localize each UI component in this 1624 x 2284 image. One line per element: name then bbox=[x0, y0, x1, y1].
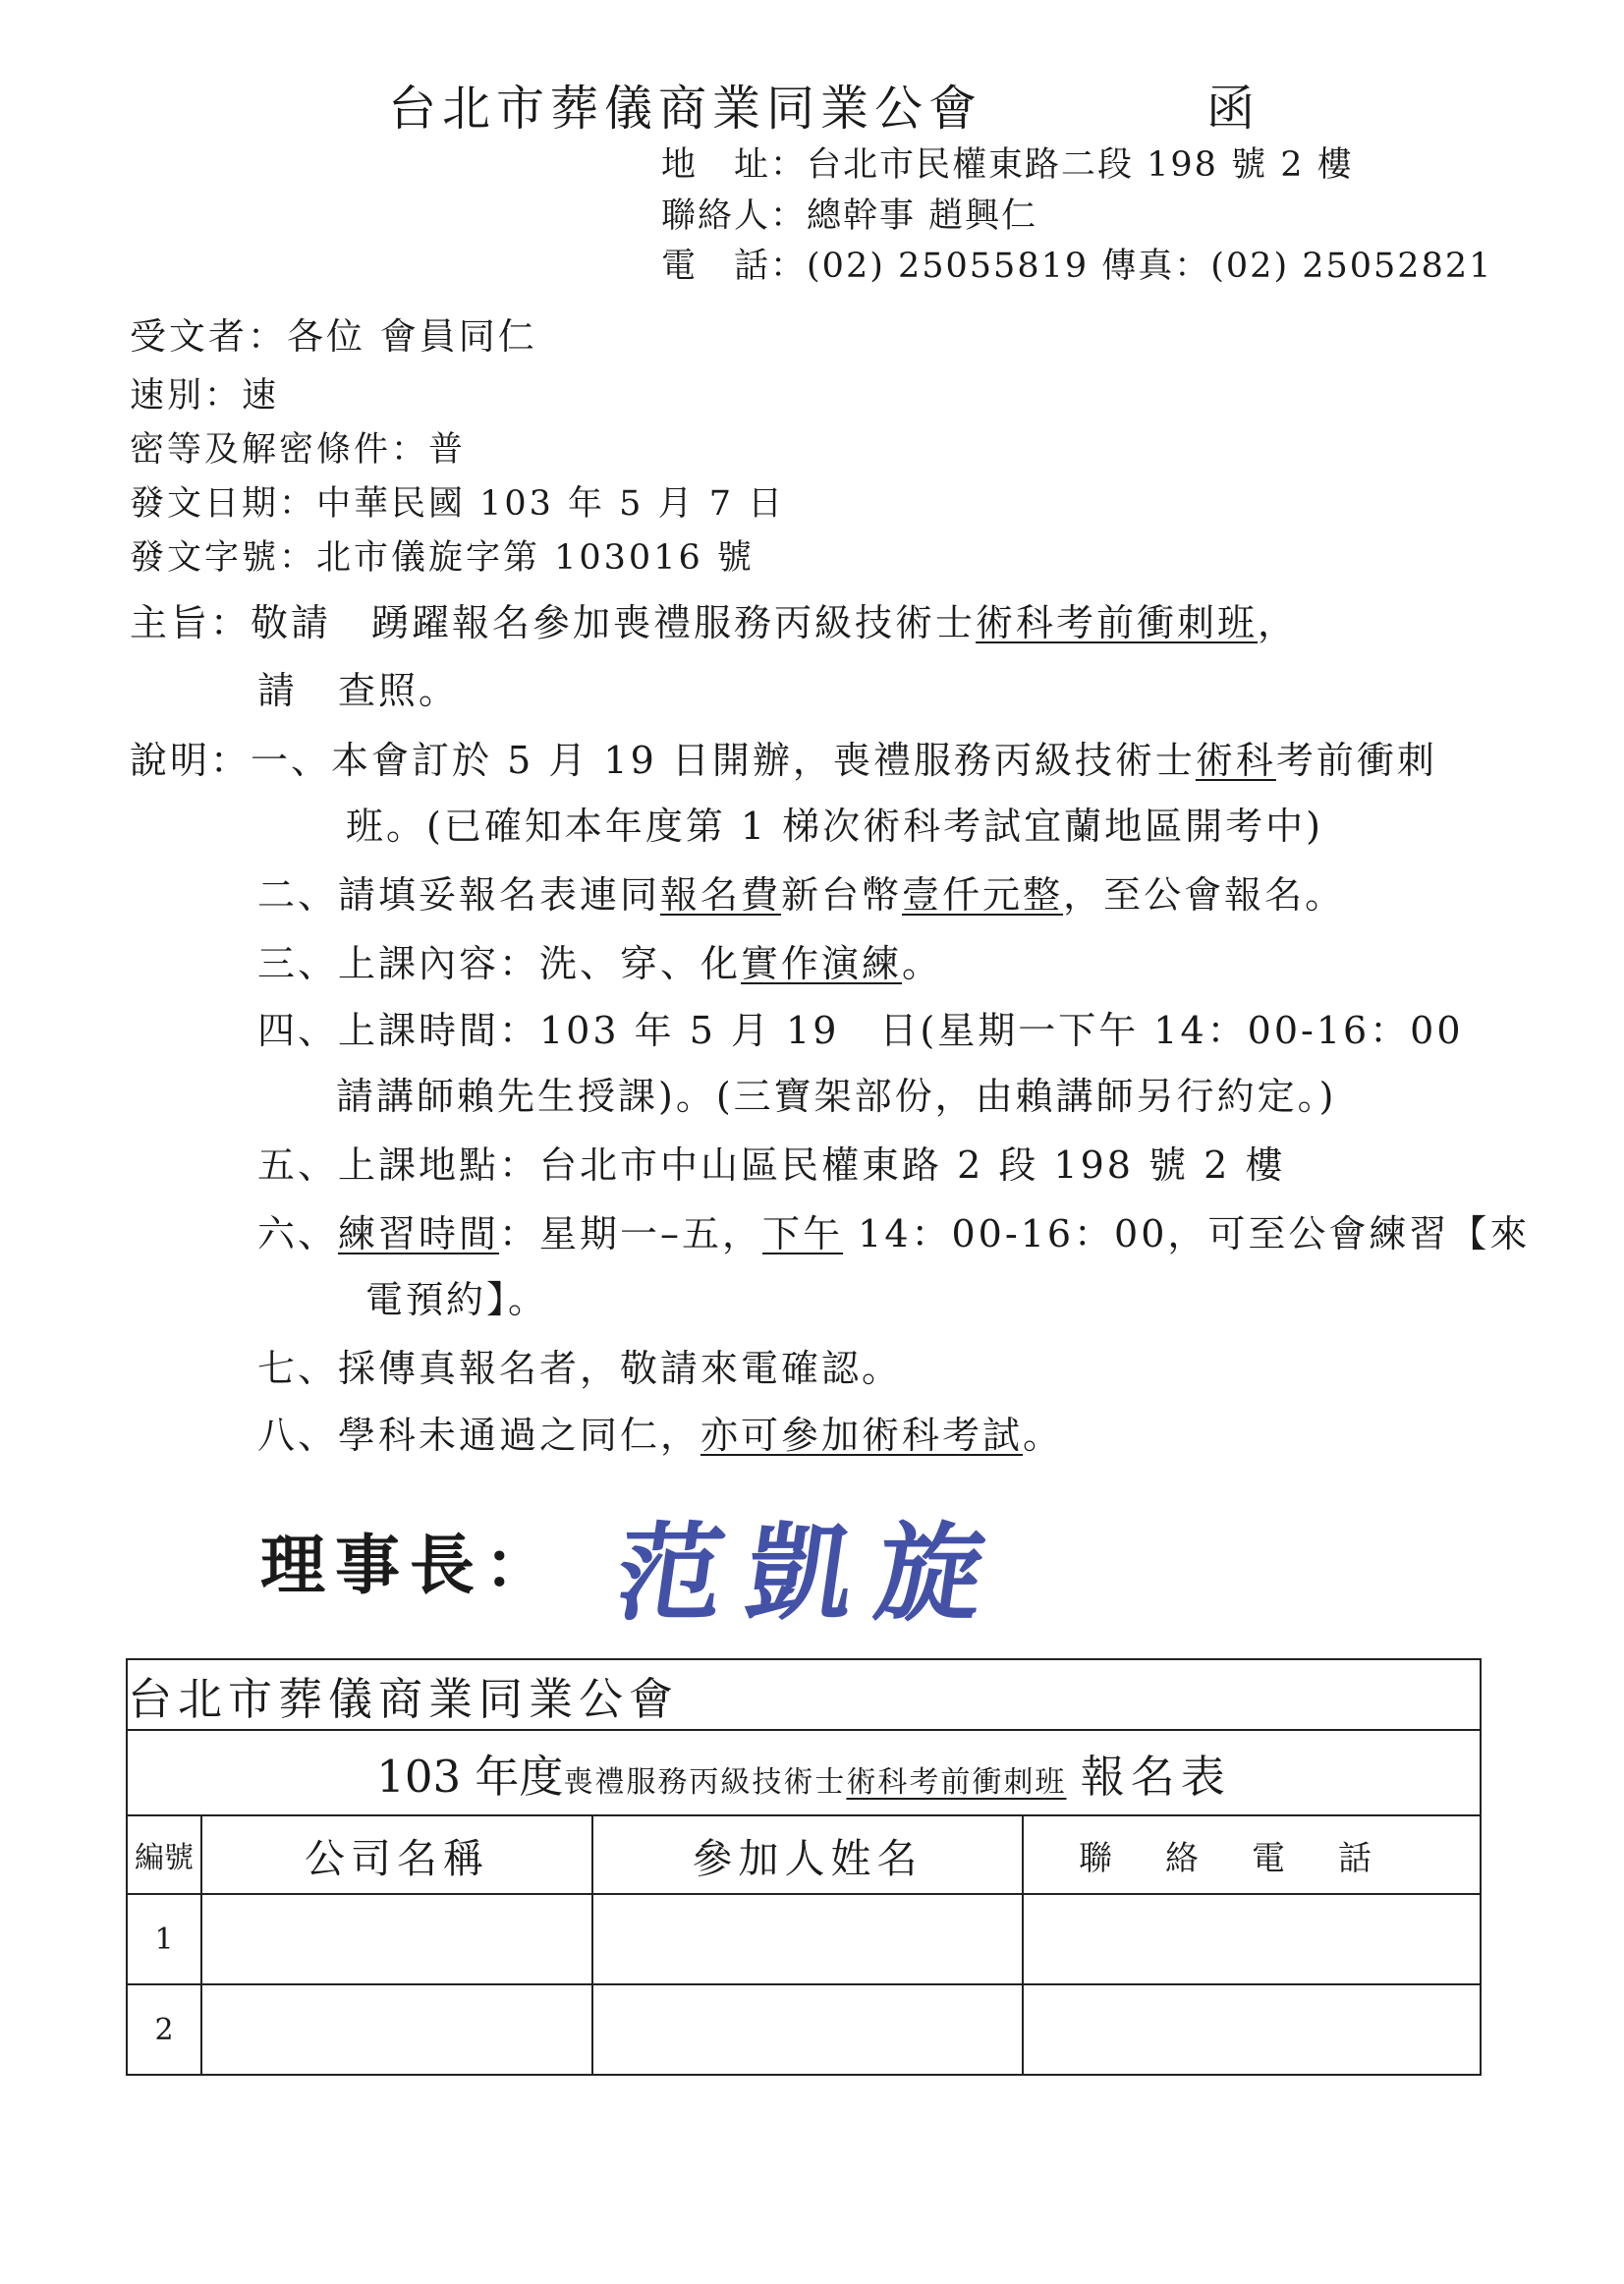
company-cell[interactable] bbox=[201, 1894, 592, 1984]
form-course-underlined: 術科考前衝刺班 bbox=[846, 1765, 1067, 1800]
form-name: 報名表 bbox=[1080, 1751, 1231, 1803]
phone-line bbox=[661, 239, 1492, 288]
item2-text-c: ，至公會報名。 bbox=[1063, 873, 1346, 917]
doc-number: 發文字號：北市儀旋字第 103016 號 bbox=[130, 538, 755, 578]
explain-item-4: 四、上課時間：103 年 5 月 19 日(星期一下午 14：00-16：00 bbox=[257, 1009, 1464, 1052]
item6-number: 六、 bbox=[257, 1212, 339, 1255]
registration-form bbox=[126, 1658, 1482, 2076]
form-title-row bbox=[127, 1730, 1481, 1815]
explain-label: 說明： bbox=[130, 739, 252, 782]
form-year: 103 年度 bbox=[376, 1751, 564, 1803]
header-phone: 聯絡電話 bbox=[1023, 1815, 1481, 1894]
item6-practice-label: 練習時間 bbox=[338, 1212, 500, 1255]
item2-currency: 新台幣 bbox=[781, 873, 903, 917]
explain-item-1 bbox=[130, 730, 1437, 784]
participant-cell[interactable] bbox=[592, 1894, 1023, 1984]
header-no: 編號 bbox=[127, 1815, 201, 1894]
address-label: 地 址： bbox=[661, 145, 808, 185]
item3-underlined: 實作演練 bbox=[741, 942, 903, 985]
address-value: 台北市民權東路二段 198 號 2 樓 bbox=[807, 145, 1354, 185]
item6-afternoon: 下午 bbox=[762, 1212, 844, 1255]
item2-amount: 壹仟元整 bbox=[902, 873, 1064, 917]
subject-line-2: 請 查照。 bbox=[257, 669, 460, 712]
contact-value: 總幹事 趙興仁 bbox=[807, 196, 1038, 236]
phone-label: 電 話： bbox=[661, 247, 808, 286]
form-header-row bbox=[127, 1815, 1481, 1894]
item8-underlined: 亦可參加術科考試 bbox=[700, 1414, 1024, 1457]
phone-cell[interactable] bbox=[1023, 1894, 1481, 1984]
item2-text: 二、請填妥報名表連同 bbox=[257, 873, 661, 917]
form-org-title: 台北市葬儀商業同業公會 bbox=[127, 1659, 1481, 1730]
issue-date: 發文日期：中華民國 103 年 5 月 7 日 bbox=[130, 484, 786, 524]
explain-item-3 bbox=[257, 933, 942, 987]
item6-text-c: 14：00-16：00，可至公會練習【來 bbox=[843, 1212, 1531, 1255]
doc-type: 函 bbox=[1206, 81, 1256, 137]
row-number: 1 bbox=[127, 1894, 201, 1984]
explain-item-1-line-2: 班。(已確知本年度第 1 梯次術科考試宜蘭地區開考中) bbox=[346, 805, 1323, 848]
explain-item-2 bbox=[257, 864, 1345, 919]
contact-label: 聯絡人： bbox=[661, 196, 808, 236]
explain-item-8 bbox=[257, 1405, 1063, 1459]
subject-line bbox=[130, 592, 1298, 646]
item3-text: 三、上課內容：洗、穿、化 bbox=[257, 942, 742, 985]
item6-text: ：星期一–五， bbox=[499, 1212, 763, 1255]
chairman-signature: 范凱旋 bbox=[608, 1512, 1016, 1636]
security: 密等及解密條件：普 bbox=[130, 430, 467, 470]
item8-text-b: 。 bbox=[1023, 1414, 1064, 1457]
explain-item-6 bbox=[257, 1203, 1530, 1257]
explain-item-6-line-2: 電預約】。 bbox=[365, 1278, 549, 1321]
table-row bbox=[127, 1894, 1481, 1984]
item1-text: 一、本會訂於 5 月 19 日開辦，喪禮服務丙級技術士 bbox=[251, 739, 1196, 782]
form-course: 喪禮服務丙級技術士 bbox=[563, 1765, 847, 1800]
item3-text-b: 。 bbox=[902, 942, 943, 985]
header-participant: 參加人姓名 bbox=[592, 1815, 1023, 1894]
phone-value: (02) 25055819 傳真：(02) 25052821 bbox=[807, 247, 1493, 286]
speed: 速別：速 bbox=[130, 376, 280, 416]
phone-cell[interactable] bbox=[1023, 1984, 1481, 2075]
contact-line bbox=[661, 189, 1037, 238]
participant-cell[interactable] bbox=[592, 1984, 1023, 2075]
row-number: 2 bbox=[127, 1984, 201, 2075]
chairman-label: 理事長： bbox=[260, 1527, 559, 1603]
explain-item-5: 五、上課地點：台北市中山區民權東路 2 段 198 號 2 樓 bbox=[257, 1143, 1286, 1187]
recipient: 受文者：各位 會員同仁 bbox=[130, 315, 537, 358]
address-line bbox=[661, 138, 1354, 187]
form-title bbox=[127, 1730, 1481, 1815]
item1-underlined: 術科 bbox=[1195, 739, 1276, 782]
header-company: 公司名稱 bbox=[201, 1815, 592, 1894]
company-cell[interactable] bbox=[201, 1984, 592, 2075]
subject-course: 術科考前衝刺班 bbox=[976, 601, 1259, 644]
table-row bbox=[127, 1984, 1481, 2075]
item1-text-b: 考前衝刺 bbox=[1275, 739, 1437, 782]
subject-comma: ， bbox=[1258, 601, 1299, 644]
org-title: 台北市葬儀商業同業公會 bbox=[388, 81, 983, 137]
item2-fee-label: 報名費 bbox=[660, 873, 782, 917]
item8-text: 八、學科未通過之同仁， bbox=[257, 1414, 701, 1457]
subject-text: 敬請 踴躍報名參加喪禮服務丙級技術士 bbox=[251, 601, 977, 644]
subject-label: 主旨： bbox=[130, 601, 252, 644]
explain-item-7: 七、採傳真報名者，敬請來電確認。 bbox=[257, 1347, 903, 1390]
form-org-row bbox=[127, 1659, 1481, 1730]
explain-item-4-line-2: 請講師賴先生授課)。(三寶架部份，由賴講師另行約定。) bbox=[336, 1075, 1337, 1118]
